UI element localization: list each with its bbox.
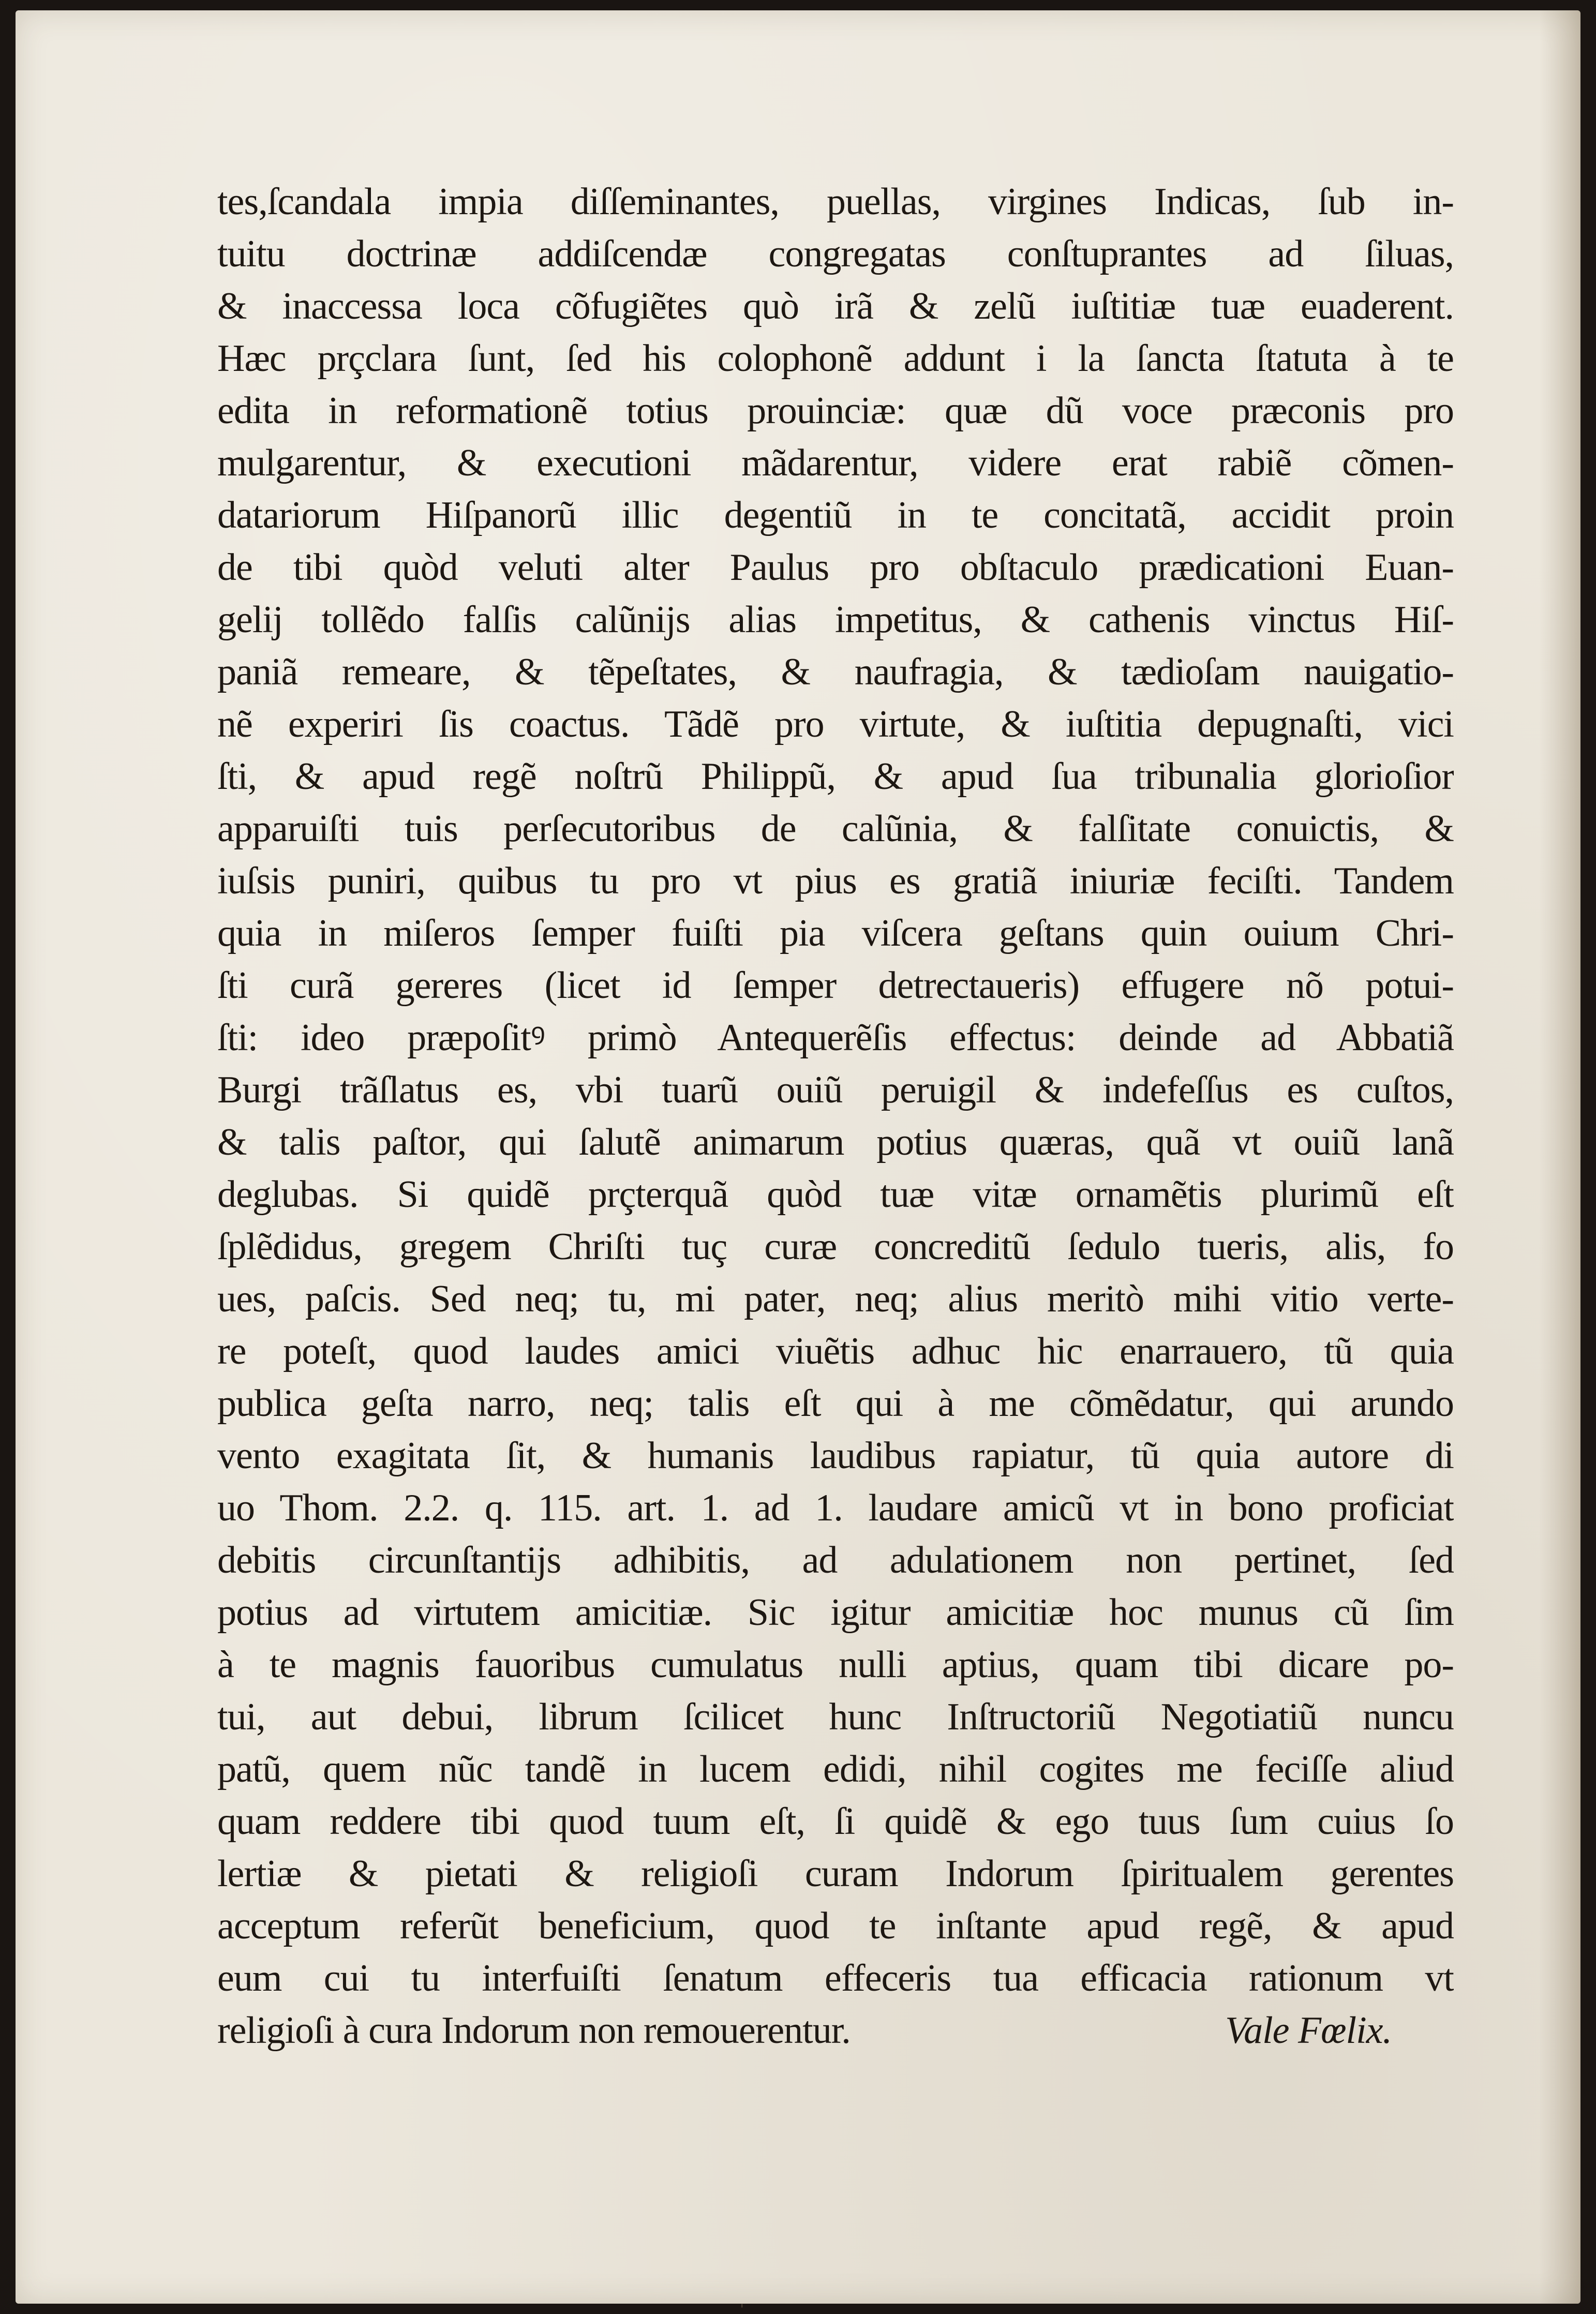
book-page [16, 10, 1580, 2310]
text-line: deglubas. Si quidẽ prçterquã quòd tuæ vitæ ornamẽtis plurimũ eſt [217, 1173, 1454, 1216]
text-line: ſti curã gereres (licet id ſemper detrectaueris) effugere nõ potui- [217, 964, 1454, 1007]
text-line: apparuiſti tuis perſecutoribus de calũnia, & falſitate conuictis, & [217, 808, 1454, 850]
text-line: edita in reformationẽ totius prouinciæ: quæ dũ voce præconis pro [217, 390, 1454, 432]
text-line: à te magnis fauoribus cumulatus nulli aptius, quam tibi dicare po- [217, 1644, 1454, 1686]
signature: Vale Fœlix. [1225, 2009, 1392, 2052]
text-line: acceptum referũt beneficium, quod te inſtante apud regẽ, & apud [217, 1905, 1454, 1947]
page-edge-shadow [1539, 10, 1580, 2304]
text-line: ſti: ideo præpoſitꝰ primò Antequerẽſis effectus: deinde ad Abbatiã [217, 1017, 1454, 1059]
text-line: iuſsis puniri, quibus tu pro vt pius es gratiã iniuriæ feciſti. Tandem [217, 860, 1454, 902]
closing-text: religioſi à cura Indorum non remouerentur. [217, 2009, 851, 2052]
text-line: publica geſta narro, neq; talis eſt qui à me cõmẽdatur, qui arundo [217, 1382, 1454, 1425]
text-line: vento exagitata ſit, & humanis laudibus rapiatur, tũ quia autore di [217, 1435, 1454, 1477]
text-line: & inaccessa loca cõfugiẽtes quò irã & zelũ iuſtitiæ tuæ euaderent. [217, 285, 1454, 327]
text-line: Hæc prçclara ſunt, ſed his colophonẽ addunt i la ſancta ſtatuta à te [217, 337, 1454, 380]
text-line: mulgarentur, & executioni mãdarentur, videre erat rabiẽ cõmen- [217, 442, 1454, 484]
text-line: uo Thom. 2.2. q. 115. art. 1. ad 1. laudare amicũ vt in bono proficiat [217, 1487, 1454, 1529]
text-line: de tibi quòd veluti alter Paulus pro obſtaculo prædicationi Euan- [217, 546, 1454, 589]
text-line: gelij tollẽdo falſis calũnijs alias impetitus, & cathenis vinctus Hiſ- [217, 599, 1454, 641]
text-line: tui, aut debui, librum ſcilicet hunc Inſtructoriũ Negotiatiũ nuncu [217, 1696, 1454, 1738]
text-line: datariorum Hiſpanorũ illic degentiũ in te concitatã, accidit proin [217, 494, 1454, 536]
text-line: nẽ experiri ſis coactus. Tãdẽ pro virtute, & iuſtitia depugnaſti, vici [217, 703, 1454, 745]
text-line: tes,ſcandala impia diſſeminantes, puellas, virgines Indicas, ſub in- [217, 181, 1454, 223]
text-line: quam reddere tibi quod tuum eſt, ſi quidẽ & ego tuus ſum cuius ſo [217, 1800, 1454, 1843]
closing-line [217, 2005, 1454, 2057]
text-line: paniã remeare, & tẽpeſtates, & naufragia, & tædioſam nauigatio- [217, 651, 1454, 693]
text-block [217, 176, 1454, 2057]
text-line: quia in miſeros ſemper fuiſti pia viſcera geſtans quin ouium Chri- [217, 912, 1454, 954]
text-line: tuitu doctrinæ addiſcendæ congregatas conſtuprantes ad ſiluas, [217, 233, 1454, 275]
text-line: ſplẽdidus, gregem Chriſti tuç curæ concreditũ ſedulo tueris, alis, fo [217, 1226, 1454, 1268]
text-line: ues, paſcis. Sed neq; tu, mi pater, neq; alius meritò mihi vitio verte- [217, 1278, 1454, 1320]
text-line: potius ad virtutem amicitiæ. Sic igitur amicitiæ hoc munus cũ ſim [217, 1591, 1454, 1634]
text-line: lertiæ & pietati & religioſi curam Indorum ſpiritualem gerentes [217, 1853, 1454, 1895]
text-line: debitis circunſtantijs adhibitis, ad adulationem non pertinet, ſed [217, 1539, 1454, 1581]
text-line: & talis paſtor, qui ſalutẽ animarum potius quæras, quã vt ouiũ lanã [217, 1121, 1454, 1163]
text-line: re poteſt, quod laudes amici viuẽtis adhuc hic enarrauero, tũ quia [217, 1330, 1454, 1372]
text-line: Burgi trãſlatus es, vbi tuarũ ouiũ peruigil & indefeſſus es cuſtos, [217, 1069, 1454, 1111]
gutter-mark: ˌ [740, 2292, 744, 2310]
text-line: patũ, quem nũc tandẽ in lucem edidi, nihil cogites me feciſſe aliud [217, 1748, 1454, 1790]
text-line: ſti, & apud regẽ noſtrũ Philippũ, & apud ſua tribunalia glorioſior [217, 755, 1454, 798]
text-line: eum cui tu interfuiſti ſenatum effeceris tua efficacia rationum vt [217, 1957, 1454, 1999]
